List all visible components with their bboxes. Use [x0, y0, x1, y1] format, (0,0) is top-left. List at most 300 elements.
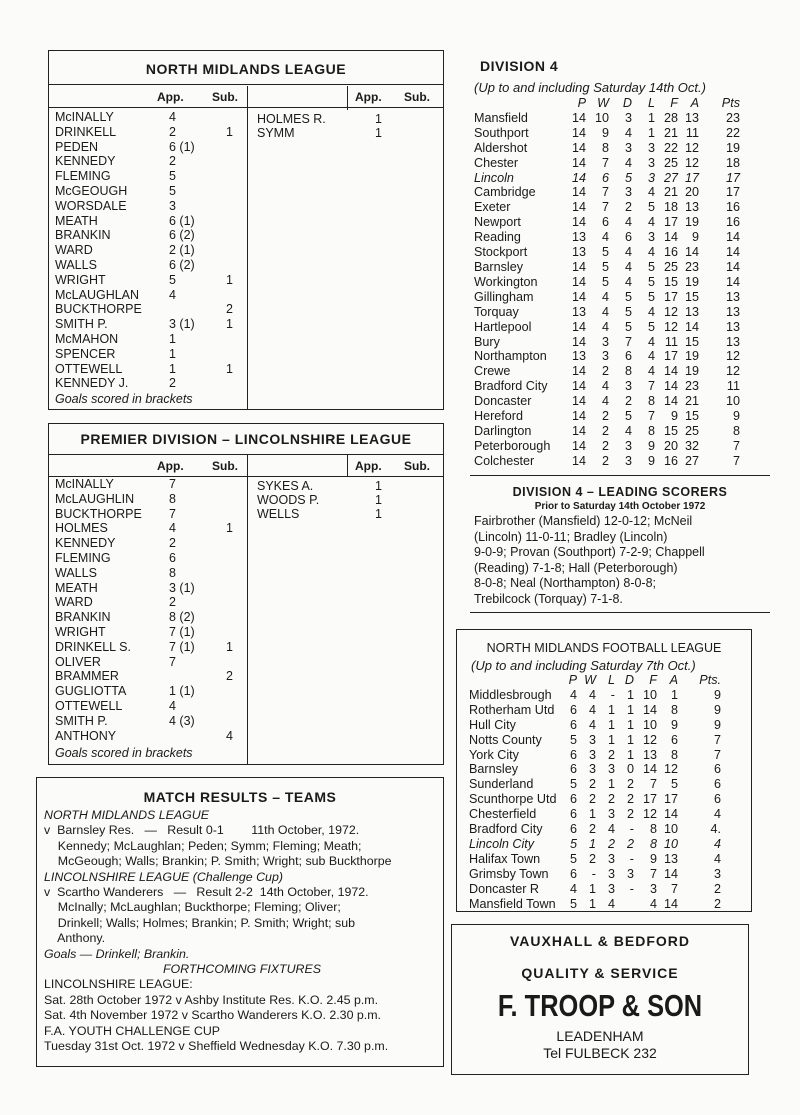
- stat-cell: 5: [601, 274, 609, 289]
- stat-cell: 2: [601, 364, 609, 379]
- stat-cell: 1: [626, 687, 634, 702]
- stat-cell: 17: [642, 792, 657, 807]
- stat-cell: 7: [624, 334, 632, 349]
- stat-cell: 18: [725, 155, 740, 170]
- stat-cell: 14: [663, 379, 678, 394]
- stat-cell: 5: [569, 732, 577, 747]
- stat-cell: 9: [713, 717, 721, 732]
- sub-header: Sub.: [212, 459, 238, 473]
- stat-cell: 4: [588, 717, 596, 732]
- player-name: WOODS P.: [257, 493, 320, 507]
- stat-cell: 23: [725, 110, 740, 125]
- stat-cell: 3: [601, 334, 609, 349]
- stat-cell: 12: [684, 155, 699, 170]
- stat-cell: 5: [569, 896, 577, 911]
- stat-cell: 13: [663, 851, 678, 866]
- sub-header: Sub.: [212, 90, 238, 104]
- stat-cell: 7: [601, 200, 609, 215]
- table-row: [469, 837, 722, 852]
- stat-cell: 6: [601, 170, 609, 185]
- stat-cell: 14: [571, 364, 586, 379]
- team-header: [474, 96, 566, 111]
- stat-cell: 19: [684, 364, 699, 379]
- scorer-line: Fairbrother (Mansfield) 12-0-12; McNeil: [474, 514, 693, 528]
- appearances: 1: [375, 507, 382, 521]
- team-name: Doncaster: [474, 394, 532, 409]
- stat-cell: 18: [663, 200, 678, 215]
- stat-cell: 3: [588, 747, 596, 762]
- scorer-line: (Reading) 7-1-8; Hall (Peterborough): [474, 560, 678, 575]
- stat-cell: 5: [670, 777, 678, 792]
- result-line: Tuesday 31st Oct. 1972 v Sheffield Wednesday K.O. 7.30 p.m.: [44, 1039, 389, 1054]
- result-line: v Scartho Wanderers — Result 2-2 14th October, 1972.: [44, 885, 369, 900]
- stat-cell: 7: [670, 881, 678, 896]
- stat-cell: 22: [663, 140, 678, 155]
- division4-subtitle: (Up to and including Saturday 14th Oct.): [474, 80, 706, 95]
- appearances: 7: [169, 506, 176, 521]
- stat-cell: 5: [569, 777, 577, 792]
- match-results-title: MATCH RESULTS – TEAMS: [143, 789, 337, 805]
- stat-cell: 14: [663, 896, 678, 911]
- stat-cell: 14: [571, 155, 586, 170]
- player-name: OLIVER: [55, 654, 101, 669]
- player-name: KENNEDY: [55, 154, 116, 169]
- stat-cell: 5: [647, 274, 655, 289]
- team-name: Middlesbrough: [469, 687, 552, 702]
- substitute-apps: 1: [226, 317, 233, 332]
- stat-cell: 3: [626, 866, 634, 881]
- appearances: 3 (1): [169, 580, 195, 595]
- team-name: Crewe: [474, 364, 511, 379]
- result-line: LINCOLNSHIRE LEAGUE (Challenge Cup): [44, 869, 283, 884]
- stat-cell: 13: [642, 747, 657, 762]
- stat-cell: 7: [647, 409, 655, 424]
- stat-cell: 2: [713, 881, 721, 896]
- stat-cell: 15: [663, 274, 678, 289]
- stat-cell: 6: [569, 807, 577, 822]
- stat-cell: 14: [571, 453, 586, 468]
- stat-cell: 5: [624, 170, 632, 185]
- stat-cell: 14: [571, 140, 586, 155]
- table-row: [469, 852, 722, 867]
- stat-cell: 9: [732, 409, 740, 424]
- stat-cell: 14: [571, 185, 586, 200]
- team-name: Bury: [474, 334, 500, 349]
- stat-cell: 1: [607, 777, 615, 792]
- stat-cell: 25: [663, 155, 678, 170]
- stat-cell: 13: [684, 304, 699, 319]
- stat-cell: 3: [647, 140, 655, 155]
- team-name: Mansfield: [474, 110, 528, 125]
- stat-cell: 9: [713, 687, 721, 702]
- stat-cell: 1: [647, 110, 655, 125]
- stat-cell: 7: [601, 185, 609, 200]
- stat-cell: 12: [663, 304, 678, 319]
- stat-cell: 2: [588, 777, 596, 792]
- stat-cell: 1: [647, 125, 655, 140]
- stat-cell: 9: [670, 717, 678, 732]
- player-name: OTTEWELL: [55, 361, 123, 376]
- player-name: McINALLY: [55, 110, 114, 124]
- team-name: Hartlepool: [474, 319, 532, 334]
- player-name: MEATH: [55, 580, 98, 595]
- stat-cell: 4: [713, 836, 721, 851]
- stat-cell: 17: [663, 792, 678, 807]
- appearances: 4 (3): [169, 713, 195, 728]
- column-header: D: [624, 673, 634, 687]
- stat-cell: 14: [571, 215, 586, 230]
- stat-cell: 2: [607, 792, 615, 807]
- sub-header: Sub.: [404, 459, 430, 473]
- stat-cell: 4: [569, 881, 577, 896]
- stat-cell: 2: [626, 792, 634, 807]
- result-line: Drinkell; Walls; Holmes; Brankin; P. Smith; Wright; sub: [44, 915, 356, 930]
- division4-table: [474, 96, 741, 469]
- app-header: App.: [355, 90, 382, 104]
- stat-cell: 6: [569, 762, 577, 777]
- appearances: 6 (2): [169, 258, 195, 272]
- player-name: OTTEWELL: [55, 699, 123, 713]
- stat-cell: 4: [601, 319, 609, 334]
- stat-cell: 16: [663, 245, 678, 260]
- stat-cell: 5: [624, 319, 632, 334]
- stat-cell: 14: [571, 423, 586, 438]
- stat-cell: 9: [649, 851, 657, 866]
- stat-cell: 4: [649, 896, 657, 911]
- stat-cell: 2: [624, 394, 632, 409]
- stat-cell: 5: [647, 259, 655, 274]
- stat-cell: 7: [649, 866, 657, 881]
- stat-cell: 14: [571, 409, 586, 424]
- stat-cell: 11: [685, 125, 699, 140]
- goals-note: Goals scored in brackets: [55, 746, 193, 760]
- stat-cell: 12: [725, 349, 740, 364]
- player-name: SYMM: [257, 126, 295, 140]
- player-name: BRAMMER: [55, 669, 119, 684]
- stat-cell: 14: [642, 702, 657, 717]
- table-row: [474, 111, 741, 126]
- stat-cell: 2: [601, 409, 609, 424]
- stat-cell: 3: [624, 110, 632, 125]
- nmfl-title: NORTH MIDLANDS FOOTBALL LEAGUE: [486, 641, 722, 655]
- result-line: Anthony.: [44, 931, 106, 946]
- stat-cell: 1: [626, 732, 634, 747]
- stat-cell: 15: [663, 423, 678, 438]
- player-name: SMITH P.: [55, 317, 108, 332]
- player-name: WALLS: [55, 565, 97, 580]
- player-name: McINALLY: [55, 477, 114, 491]
- appearances: 6 (1): [169, 213, 195, 228]
- table-row: [474, 141, 741, 156]
- stat-cell: 15: [684, 334, 699, 349]
- stat-cell: 1: [626, 702, 634, 717]
- stat-cell: 11: [726, 379, 740, 394]
- leading-scorers-subtitle: Prior to Saturday 14th October 1972: [534, 501, 706, 512]
- table-row: [469, 807, 722, 822]
- stat-cell: 13: [725, 334, 740, 349]
- stat-cell: 5: [569, 851, 577, 866]
- stat-cell: 17: [663, 215, 678, 230]
- scorer-line: 8-0-8; Neal (Northampton) 8-0-8;: [474, 576, 657, 590]
- stat-cell: 4: [624, 125, 632, 140]
- team-name: Halifax Town: [469, 851, 541, 866]
- table-row: [469, 703, 722, 718]
- stat-cell: 3: [607, 762, 615, 777]
- stat-cell: 7: [713, 732, 721, 747]
- player-name: BUCKTHORPE: [55, 302, 142, 317]
- player-name: MEATH: [55, 213, 98, 228]
- nmfl-box: [456, 629, 752, 912]
- stat-cell: 4: [607, 896, 615, 911]
- stat-cell: 20: [684, 185, 699, 200]
- advert-line-2: QUALITY & SERVICE: [521, 965, 679, 981]
- goals-note: Goals scored in brackets: [55, 392, 193, 406]
- stat-cell: 3: [713, 866, 721, 881]
- stat-cell: 3: [624, 453, 632, 468]
- stat-cell: 2: [588, 822, 596, 837]
- advert-line-4: LEADENHAM: [556, 1028, 644, 1044]
- table-header: [469, 673, 722, 688]
- appearances: 1: [169, 361, 176, 376]
- table-row: [474, 275, 741, 290]
- column-header: A: [690, 96, 699, 110]
- stat-cell: 13: [571, 230, 586, 245]
- stat-cell: 14: [684, 245, 699, 260]
- appearances: 2: [169, 536, 176, 551]
- player-name: FLEMING: [55, 551, 111, 565]
- table-row: [474, 349, 741, 364]
- column-header: F: [649, 673, 657, 687]
- stat-cell: 14: [642, 762, 657, 777]
- stat-cell: 2: [588, 851, 596, 866]
- player-name: McMAHON: [55, 332, 119, 346]
- player-name: GUGLIOTTA: [55, 684, 127, 699]
- stat-cell: 14: [725, 274, 740, 289]
- table-row: [474, 230, 741, 245]
- premier-division-box: [48, 423, 444, 765]
- stat-cell: 8: [670, 747, 678, 762]
- stat-cell: 8: [601, 140, 609, 155]
- stat-cell: 5: [647, 289, 655, 304]
- stat-cell: 4: [713, 807, 721, 822]
- stat-cell: 12: [663, 762, 678, 777]
- stat-cell: 25: [663, 259, 678, 274]
- team-name: Cambridge: [474, 185, 536, 200]
- north-midlands-league-title: NORTH MIDLANDS LEAGUE: [145, 61, 347, 77]
- stat-cell: 21: [663, 185, 678, 200]
- stat-cell: 2: [624, 200, 632, 215]
- result-line: McInally; McLaughlan; Buckthorpe; Fleming; Oliver;: [44, 900, 341, 915]
- player-name: WRIGHT: [55, 272, 106, 287]
- table-row: [474, 335, 741, 350]
- table-header: [474, 96, 741, 111]
- divider: [470, 612, 770, 613]
- stat-cell: 4: [647, 304, 655, 319]
- sub-header: Sub.: [404, 90, 430, 104]
- scorer-line: (Lincoln) 11-0-11; Bradley (Lincoln): [474, 529, 668, 544]
- substitute-apps: 1: [226, 272, 233, 287]
- team-name: Southport: [474, 125, 529, 140]
- player-name: WARD: [55, 243, 93, 258]
- substitute-apps: 4: [226, 728, 233, 743]
- team-name: Darlington: [474, 423, 532, 438]
- appearances: 2: [169, 595, 176, 610]
- leading-scorers-text: [474, 514, 705, 607]
- table-row: [474, 245, 741, 260]
- stat-cell: 14: [571, 259, 586, 274]
- team-name: Peterborough: [474, 438, 551, 453]
- stat-cell: 14: [571, 394, 586, 409]
- stat-cell: 1: [588, 807, 596, 822]
- stat-cell: 4: [569, 687, 577, 702]
- column-header: A: [669, 673, 678, 687]
- player-name: McGEOUGH: [55, 184, 128, 198]
- table-row: [474, 439, 741, 454]
- column-header: Pts: [721, 96, 740, 110]
- result-line: Sat. 28th October 1972 v Ashby Institute Res. K.O. 2.45 p.m.: [44, 992, 379, 1007]
- stat-cell: 3: [649, 881, 657, 896]
- result-line: LINCOLNSHIRE LEAGUE:: [44, 977, 193, 992]
- table-row: [469, 882, 722, 897]
- stat-cell: 1: [607, 732, 615, 747]
- stat-cell: 5: [601, 245, 609, 260]
- team-name: Reading: [474, 230, 521, 245]
- team-name: Rotherham Utd: [469, 702, 555, 717]
- stat-cell: 5: [647, 200, 655, 215]
- stat-cell: 10: [725, 394, 740, 409]
- stat-cell: 5: [647, 319, 655, 334]
- team-name: Stockport: [474, 245, 528, 260]
- table-row: [469, 897, 722, 912]
- stat-cell: 5: [601, 259, 609, 274]
- table-row: [474, 320, 741, 335]
- advert-company-name: F. TROOP & SON: [497, 988, 703, 1023]
- player-name: ANTHONY: [55, 728, 117, 743]
- stat-cell: 4: [624, 274, 632, 289]
- stat-cell: 3: [588, 762, 596, 777]
- appearances: 1: [169, 332, 176, 346]
- stat-cell: 12: [642, 807, 657, 822]
- stat-cell: 4.: [710, 822, 721, 837]
- stat-cell: 11: [664, 334, 678, 349]
- appearances: 3 (1): [169, 317, 195, 332]
- appearances: 8: [169, 565, 176, 580]
- table-row: [474, 290, 741, 305]
- stat-cell: 8: [649, 836, 657, 851]
- column-rule: [247, 455, 248, 764]
- stat-cell: 1: [607, 717, 615, 732]
- appearances: 3: [169, 198, 176, 213]
- stat-cell: 4: [624, 155, 632, 170]
- table-row: [474, 424, 741, 439]
- stat-cell: 14: [725, 245, 740, 260]
- team-name: Hull City: [469, 717, 516, 732]
- appearances: 5: [169, 272, 176, 287]
- table-row: [469, 733, 722, 748]
- stat-cell: 15: [684, 289, 699, 304]
- team-name: Torquay: [474, 304, 519, 319]
- table-row: [474, 379, 741, 394]
- stat-cell: 4: [601, 379, 609, 394]
- substitute-apps: 1: [226, 521, 233, 536]
- divider: [470, 475, 770, 476]
- match-results-text: [44, 808, 440, 1055]
- north-midlands-league-box: [48, 50, 444, 410]
- stat-cell: 32: [684, 438, 699, 453]
- stat-cell: 14: [571, 110, 586, 125]
- stat-cell: 6: [624, 230, 632, 245]
- team-name: Barnsley: [474, 259, 523, 274]
- stat-cell: 4: [647, 349, 655, 364]
- stat-cell: 4: [607, 822, 615, 837]
- table-row: [469, 867, 722, 882]
- stat-cell: 8: [732, 423, 740, 438]
- stat-cell: 4: [624, 259, 632, 274]
- table-row: [469, 777, 722, 792]
- stat-cell: 6: [624, 349, 632, 364]
- result-line: Goals — Drinkell; Brankin.: [44, 946, 190, 961]
- column-header: Pts.: [699, 673, 721, 687]
- stat-cell: 17: [725, 185, 740, 200]
- stat-cell: 14: [684, 319, 699, 334]
- table-row: [469, 718, 722, 733]
- appearances: 4: [169, 699, 176, 713]
- stat-cell: 6: [569, 866, 577, 881]
- player-name: WELLS: [257, 507, 300, 521]
- division4-title: DIVISION 4: [480, 58, 559, 74]
- stat-cell: 9: [713, 702, 721, 717]
- team-name: Northampton: [474, 349, 547, 364]
- stat-cell: 3: [647, 170, 655, 185]
- appearances: 1: [375, 112, 382, 126]
- stat-cell: 17: [663, 349, 678, 364]
- stat-cell: 13: [684, 200, 699, 215]
- stat-cell: 4: [601, 304, 609, 319]
- stat-cell: 10: [663, 822, 678, 837]
- team-header: [469, 673, 563, 688]
- result-line: Kennedy; McLaughlan; Peden; Symm; Fleming; Meath;: [44, 838, 362, 853]
- player-name: WARD: [55, 595, 93, 610]
- stat-cell: 4: [647, 334, 655, 349]
- stat-cell: 6: [569, 792, 577, 807]
- table-row: [469, 762, 722, 777]
- appearances: 4: [169, 521, 176, 536]
- result-line: McGeough; Walls; Brankin; P. Smith; Wright; sub Buckthorpe: [44, 854, 392, 869]
- stat-cell: 2: [607, 747, 615, 762]
- column-header: P: [568, 673, 577, 687]
- stat-cell: 2: [626, 807, 634, 822]
- stat-cell: 9: [601, 125, 609, 140]
- stat-cell: 14: [571, 125, 586, 140]
- stat-cell: 3: [607, 866, 615, 881]
- column-rule: [247, 86, 248, 409]
- stat-cell: 4: [624, 215, 632, 230]
- stat-cell: 27: [684, 453, 699, 468]
- appearances: 6 (1): [169, 139, 195, 154]
- column-rule: [347, 86, 348, 110]
- column-header: L: [647, 96, 655, 110]
- scorer-line: Trebilcock (Torquay) 7-1-8.: [474, 591, 623, 606]
- stat-cell: 8: [647, 394, 655, 409]
- stat-cell: 2: [601, 423, 609, 438]
- nmfl-table: [469, 673, 722, 912]
- stat-cell: 27: [663, 170, 678, 185]
- appearances: 5: [169, 169, 176, 184]
- stat-cell: 14: [571, 438, 586, 453]
- table-row: [469, 792, 722, 807]
- team-name: York City: [469, 747, 519, 762]
- stat-cell: 3: [624, 140, 632, 155]
